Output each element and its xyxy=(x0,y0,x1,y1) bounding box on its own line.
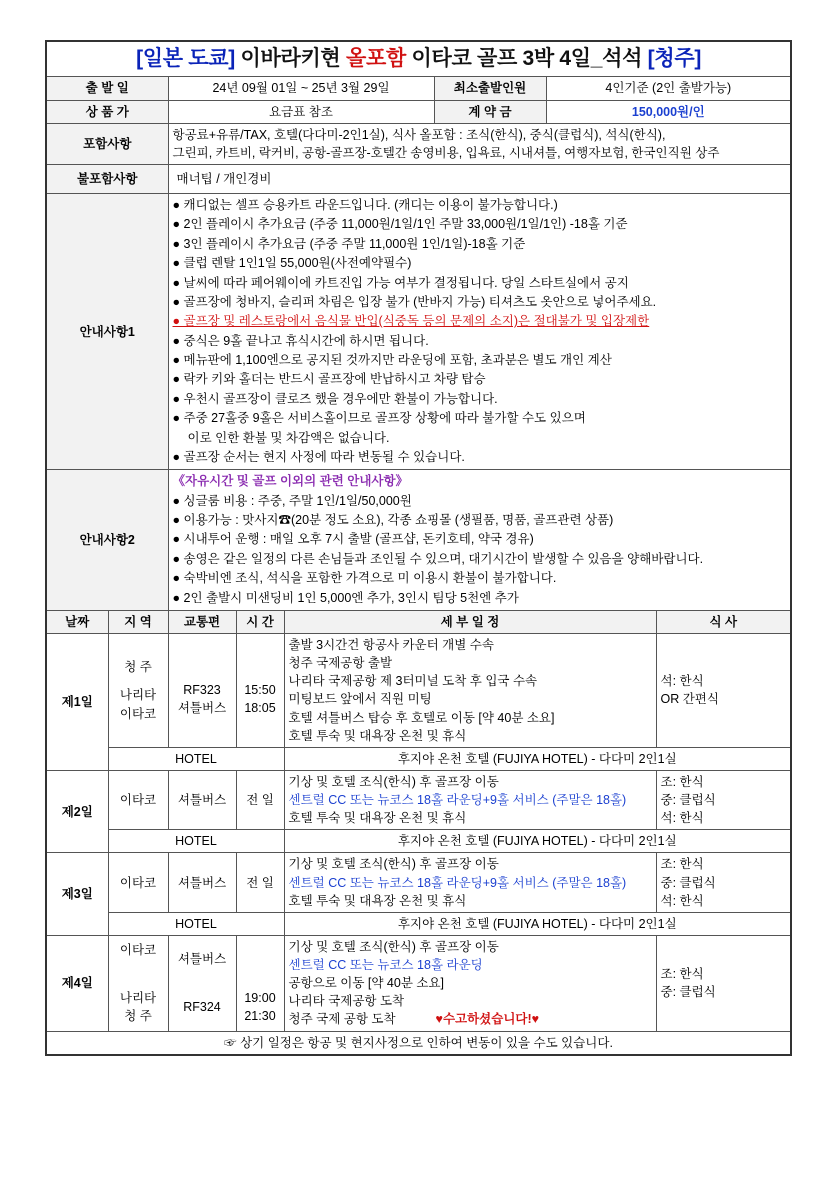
details-cell-2 xyxy=(284,770,656,829)
notice-item: ● 3인 플레이시 추가요금 (주중 주말 11,000원 1인/1일)-18홀 기준 xyxy=(172,236,526,251)
hotel-text-2: 후지야 온천 호텔 (FUJIYA HOTEL) - 다다미 2인1실 xyxy=(284,830,791,853)
hotel-row-1 xyxy=(46,747,791,770)
time-cell-1 xyxy=(236,634,284,748)
schedule-header-row xyxy=(46,610,791,633)
title-cell xyxy=(46,41,791,77)
details-cell-1 xyxy=(284,634,656,748)
time-1-2: 18:05 xyxy=(244,701,276,716)
meals-cell-3 xyxy=(656,853,791,912)
hotel-label-1: HOTEL xyxy=(108,747,284,770)
region-1-1: 청 주 xyxy=(124,660,152,675)
price-row xyxy=(46,100,791,123)
excluded-row xyxy=(46,164,791,193)
notice-item: ● 골프장 및 레스토랑에서 음식물 반입(식중독 등의 문제의 소지)은 절대불가 및 입장제한 xyxy=(172,314,650,329)
detail-line: 기상 및 호텔 조식(한식) 후 골프장 이동 xyxy=(288,857,499,872)
detail-line: 나리타 국제공항 도착 xyxy=(288,994,405,1009)
notice-item: ● 숙박비엔 조식, 석식을 포함한 가격으로 미 이용시 환불이 불가합니다. xyxy=(172,571,557,586)
notice-item: ● 2인 출발시 미샌딩비 1인 5,000엔 추가, 3인시 팀당 5천엔 추가 xyxy=(172,590,519,605)
detail-line: 센트럴 CC 또는 뉴코스 18홀 라운딩+9홀 서비스 (주말은 18홀) xyxy=(288,875,627,890)
excluded-value: 매너팁 / 개인경비 xyxy=(168,164,791,193)
depart-value: 24년 09월 01일 ~ 25년 3월 29일 xyxy=(168,77,434,100)
min-people-value: 4인기준 (2인 출발가능) xyxy=(546,77,791,100)
details-cell-4 xyxy=(284,935,656,1031)
notice-item: ● 우천시 골프장이 클로즈 했을 경우에만 환불이 가능합니다. xyxy=(172,391,498,406)
detail-line: 미팅보드 앞에서 직원 미팅 xyxy=(288,692,432,707)
transport-cell-4 xyxy=(168,935,236,1031)
col-header-time: 시 간 xyxy=(236,610,284,633)
itinerary-table xyxy=(45,40,792,1056)
region-cell-3: 이타코 xyxy=(108,853,168,912)
price-value: 요금표 참조 xyxy=(168,100,434,123)
meals-cell-2 xyxy=(656,770,791,829)
col-header-transport: 교통편 xyxy=(168,610,236,633)
region-4-1: 이타코 xyxy=(119,943,157,958)
notice-item: ● 주중 27홀중 9홀은 서비스홀이므로 골프장 상황에 따라 불가할 수도 있으며 xyxy=(172,411,586,426)
notice-item: ● 날씨에 따라 페어웨이에 카트진입 가능 여부가 결정됩니다. 당일 스타트실에서 공지 xyxy=(172,275,629,290)
hotel-text-1: 후지야 온천 호텔 (FUJIYA HOTEL) - 다다미 2인1실 xyxy=(284,747,791,770)
detail-line: 호텔 투숙 및 대욕장 온천 및 휴식 xyxy=(288,893,467,908)
details-cell-3 xyxy=(284,853,656,912)
meal-line: 중: 클럽식 xyxy=(660,985,716,1000)
notice1-label: 안내사항1 xyxy=(46,194,168,470)
included-row xyxy=(46,123,791,164)
title-row xyxy=(46,41,791,77)
detail-line: 청주 국제공항 출발 xyxy=(288,656,393,671)
notice-item: ● 싱글룸 비용 : 주중, 주말 1인/1일/50,000원 xyxy=(172,493,412,508)
notice2-list xyxy=(168,470,791,611)
notice-item: ● 골프장에 청바지, 슬리퍼 차림은 입장 불가 (반바지 가능) 티셔츠도 옷안으로 넣어주세요. xyxy=(172,294,657,309)
detail-line: 나리타 국제공항 제 3터미널 도착 후 입국 수속 xyxy=(288,674,538,689)
region-cell-2: 이타코 xyxy=(108,770,168,829)
meal-line: 석: 한식 xyxy=(660,811,704,826)
day-label-4: 제4일 xyxy=(46,935,108,1031)
table-row xyxy=(46,853,791,912)
time-4-3: 21:30 xyxy=(244,1009,276,1024)
transport-4-3: RF324 xyxy=(183,1000,221,1015)
title-part-4: 이타코 골프 3박 4일_석석 xyxy=(411,47,643,70)
title-part-3: 올포함 xyxy=(345,47,406,70)
excluded-label: 불포함사항 xyxy=(46,164,168,193)
day-label-3: 제3일 xyxy=(46,853,108,936)
notice-heading: 《자유시간 및 골프 이외의 관련 안내사항》 xyxy=(172,474,409,489)
transport-4-1: 셔틀버스 xyxy=(177,952,227,967)
hotel-row-2 xyxy=(46,830,791,853)
meal-line: OR 간편식 xyxy=(660,692,719,707)
included-line-2: 그린피, 카트비, 락커비, 공항-골프장-호텔간 송영비용, 입욕료, 시내셔틀, 여행자보험, 한국인직원 상주 xyxy=(172,145,720,160)
transport-1-1: RF323 xyxy=(183,683,221,698)
time-cell-2: 전 일 xyxy=(236,770,284,829)
hotel-label-3: HOTEL xyxy=(108,912,284,935)
meal-line: 석: 한식 xyxy=(660,893,704,908)
footer-row xyxy=(46,1031,791,1055)
notice-item: ● 골프장 순서는 현지 사정에 따라 변동될 수 있습니다. xyxy=(172,449,465,464)
detail-line: 출발 3시간건 항공사 카운터 개별 수속 xyxy=(288,638,494,653)
title-part-1: [일본 도쿄] xyxy=(136,47,235,70)
notice-item: ● 송영은 같은 일정의 다른 손님들과 조인될 수 있으며, 대기시간이 발생할 수 있음을 양해바랍니다. xyxy=(172,551,704,566)
transport-cell-3: 셔틀버스 xyxy=(168,853,236,912)
day-label-2: 제2일 xyxy=(46,770,108,853)
notice-item: ● 2인 플레이시 추가요금 (주중 11,000원/1일/1인 주말 33,000원/1일/1인) -18홀 기준 xyxy=(172,217,628,232)
region-cell-1 xyxy=(108,634,168,748)
meal-line: 석: 한식 xyxy=(660,674,704,689)
time-1-1: 15:50 xyxy=(244,683,276,698)
transport-1-2: 셔틀버스 xyxy=(177,701,227,716)
region-4-3: 나리타 xyxy=(119,991,157,1006)
footer-note: ☞ 상기 일정은 항공 및 현지사정으로 인하여 변동이 있을 수도 있습니다. xyxy=(46,1031,791,1055)
min-people-label: 최소출발인원 xyxy=(434,77,546,100)
detail-line: 호텔 투숙 및 대욕장 온천 및 휴식 xyxy=(288,811,467,826)
notice1-list xyxy=(168,194,791,470)
notice-item: ● 시내투어 운행 : 매일 오후 7시 출발 (골프샵, 돈키호테, 약국 경유) xyxy=(172,532,534,547)
detail-line: 공항으로 이동 [약 40분 소요] xyxy=(288,976,444,991)
notice-item: ● 락카 키와 홀더는 반드시 골프장에 반납하시고 차량 탑승 xyxy=(172,372,486,387)
included-line-1: 항공료+유류/TAX, 호텔(다다미-2인1실), 식사 올포함 : 조식(한식), 중식(클럽식), 석식(한식), xyxy=(172,127,666,142)
notice-item: ● 중식은 9홀 끝나고 휴식시간에 하시면 됩니다. xyxy=(172,333,429,348)
title-part-5: [청주] xyxy=(647,47,702,70)
notice-item: ● 캐디없는 셀프 승용카트 라운드입니다. (캐디는 이용이 불가능합니다.) xyxy=(172,198,558,213)
detail-line: 기상 및 호텔 조식(한식) 후 골프장 이동 xyxy=(288,939,499,954)
region-1-3: 이타코 xyxy=(119,706,157,721)
detail-line: 청주 국제 공항 도착 ♥수고하셨습니다!♥ xyxy=(288,1012,540,1027)
included-label: 포함사항 xyxy=(46,123,168,164)
deposit-label: 계 약 금 xyxy=(434,100,546,123)
meals-cell-4 xyxy=(656,935,791,1031)
meal-line: 중: 클럽식 xyxy=(660,793,716,808)
notice2-label: 안내사항2 xyxy=(46,470,168,611)
col-header-date: 날짜 xyxy=(46,610,108,633)
col-header-details: 세 부 일 정 xyxy=(284,610,656,633)
region-cell-4 xyxy=(108,935,168,1031)
price-label: 상 품 가 xyxy=(46,100,168,123)
region-4-4: 청 주 xyxy=(124,1009,152,1024)
notice1-row xyxy=(46,194,791,470)
depart-row xyxy=(46,77,791,100)
notice-item: 이로 인한 환불 및 차감액은 없습니다. xyxy=(187,430,390,445)
hotel-text-3: 후지야 온천 호텔 (FUJIYA HOTEL) - 다다미 2인1실 xyxy=(284,912,791,935)
meal-line: 조: 한식 xyxy=(660,857,704,872)
meal-line: 중: 클럽식 xyxy=(660,875,716,890)
col-header-region: 지 역 xyxy=(108,610,168,633)
table-row xyxy=(46,935,791,1031)
notice2-row xyxy=(46,470,791,611)
deposit-value: 150,000원/인 xyxy=(546,100,791,123)
depart-label: 출 발 일 xyxy=(46,77,168,100)
time-cell-3: 전 일 xyxy=(236,853,284,912)
notice-item: ● 클럽 렌탈 1인1일 55,000원(사전예약필수) xyxy=(172,256,412,271)
included-value xyxy=(168,123,791,164)
thanks-note: ♥수고하셨습니다!♥ xyxy=(435,1012,540,1027)
time-cell-4 xyxy=(236,935,284,1031)
table-row xyxy=(46,770,791,829)
notice-item: ● 이용가능 : 맛사지☎(20분 정도 소요), 각종 쇼핑몰 (생필품, 명품, 골프관련 상품) xyxy=(172,513,614,528)
transport-cell-2: 셔틀버스 xyxy=(168,770,236,829)
detail-line: 호텔 셔틀버스 탑승 후 호텔로 이동 [약 40분 소요] xyxy=(288,710,555,725)
title-part-2: 이바라키현 xyxy=(240,47,341,70)
day-label-1: 제1일 xyxy=(46,634,108,771)
meal-line: 조: 한식 xyxy=(660,774,704,789)
region-1-2: 나리타 xyxy=(119,688,157,703)
detail-line: 센트럴 CC 또는 뉴코스 18홀 라운딩+9홀 서비스 (주말은 18홀) xyxy=(288,793,627,808)
detail-line: 기상 및 호텔 조식(한식) 후 골프장 이동 xyxy=(288,774,499,789)
table-row xyxy=(46,634,791,748)
time-4-2: 19:00 xyxy=(244,991,276,1006)
meals-cell-1 xyxy=(656,634,791,748)
transport-cell-1 xyxy=(168,634,236,748)
hotel-row-3 xyxy=(46,912,791,935)
detail-line: 호텔 투숙 및 대욕장 온천 및 휴식 xyxy=(288,728,467,743)
hotel-label-2: HOTEL xyxy=(108,830,284,853)
col-header-meals: 식 사 xyxy=(656,610,791,633)
meal-line: 조: 한식 xyxy=(660,967,704,982)
detail-line: 센트럴 CC 또는 뉴코스 18홀 라운딩 xyxy=(288,958,483,973)
notice-item: ● 메뉴판에 1,100엔으로 공지된 것까지만 라운딩에 포함, 초과분은 별도 개인 계산 xyxy=(172,353,612,368)
